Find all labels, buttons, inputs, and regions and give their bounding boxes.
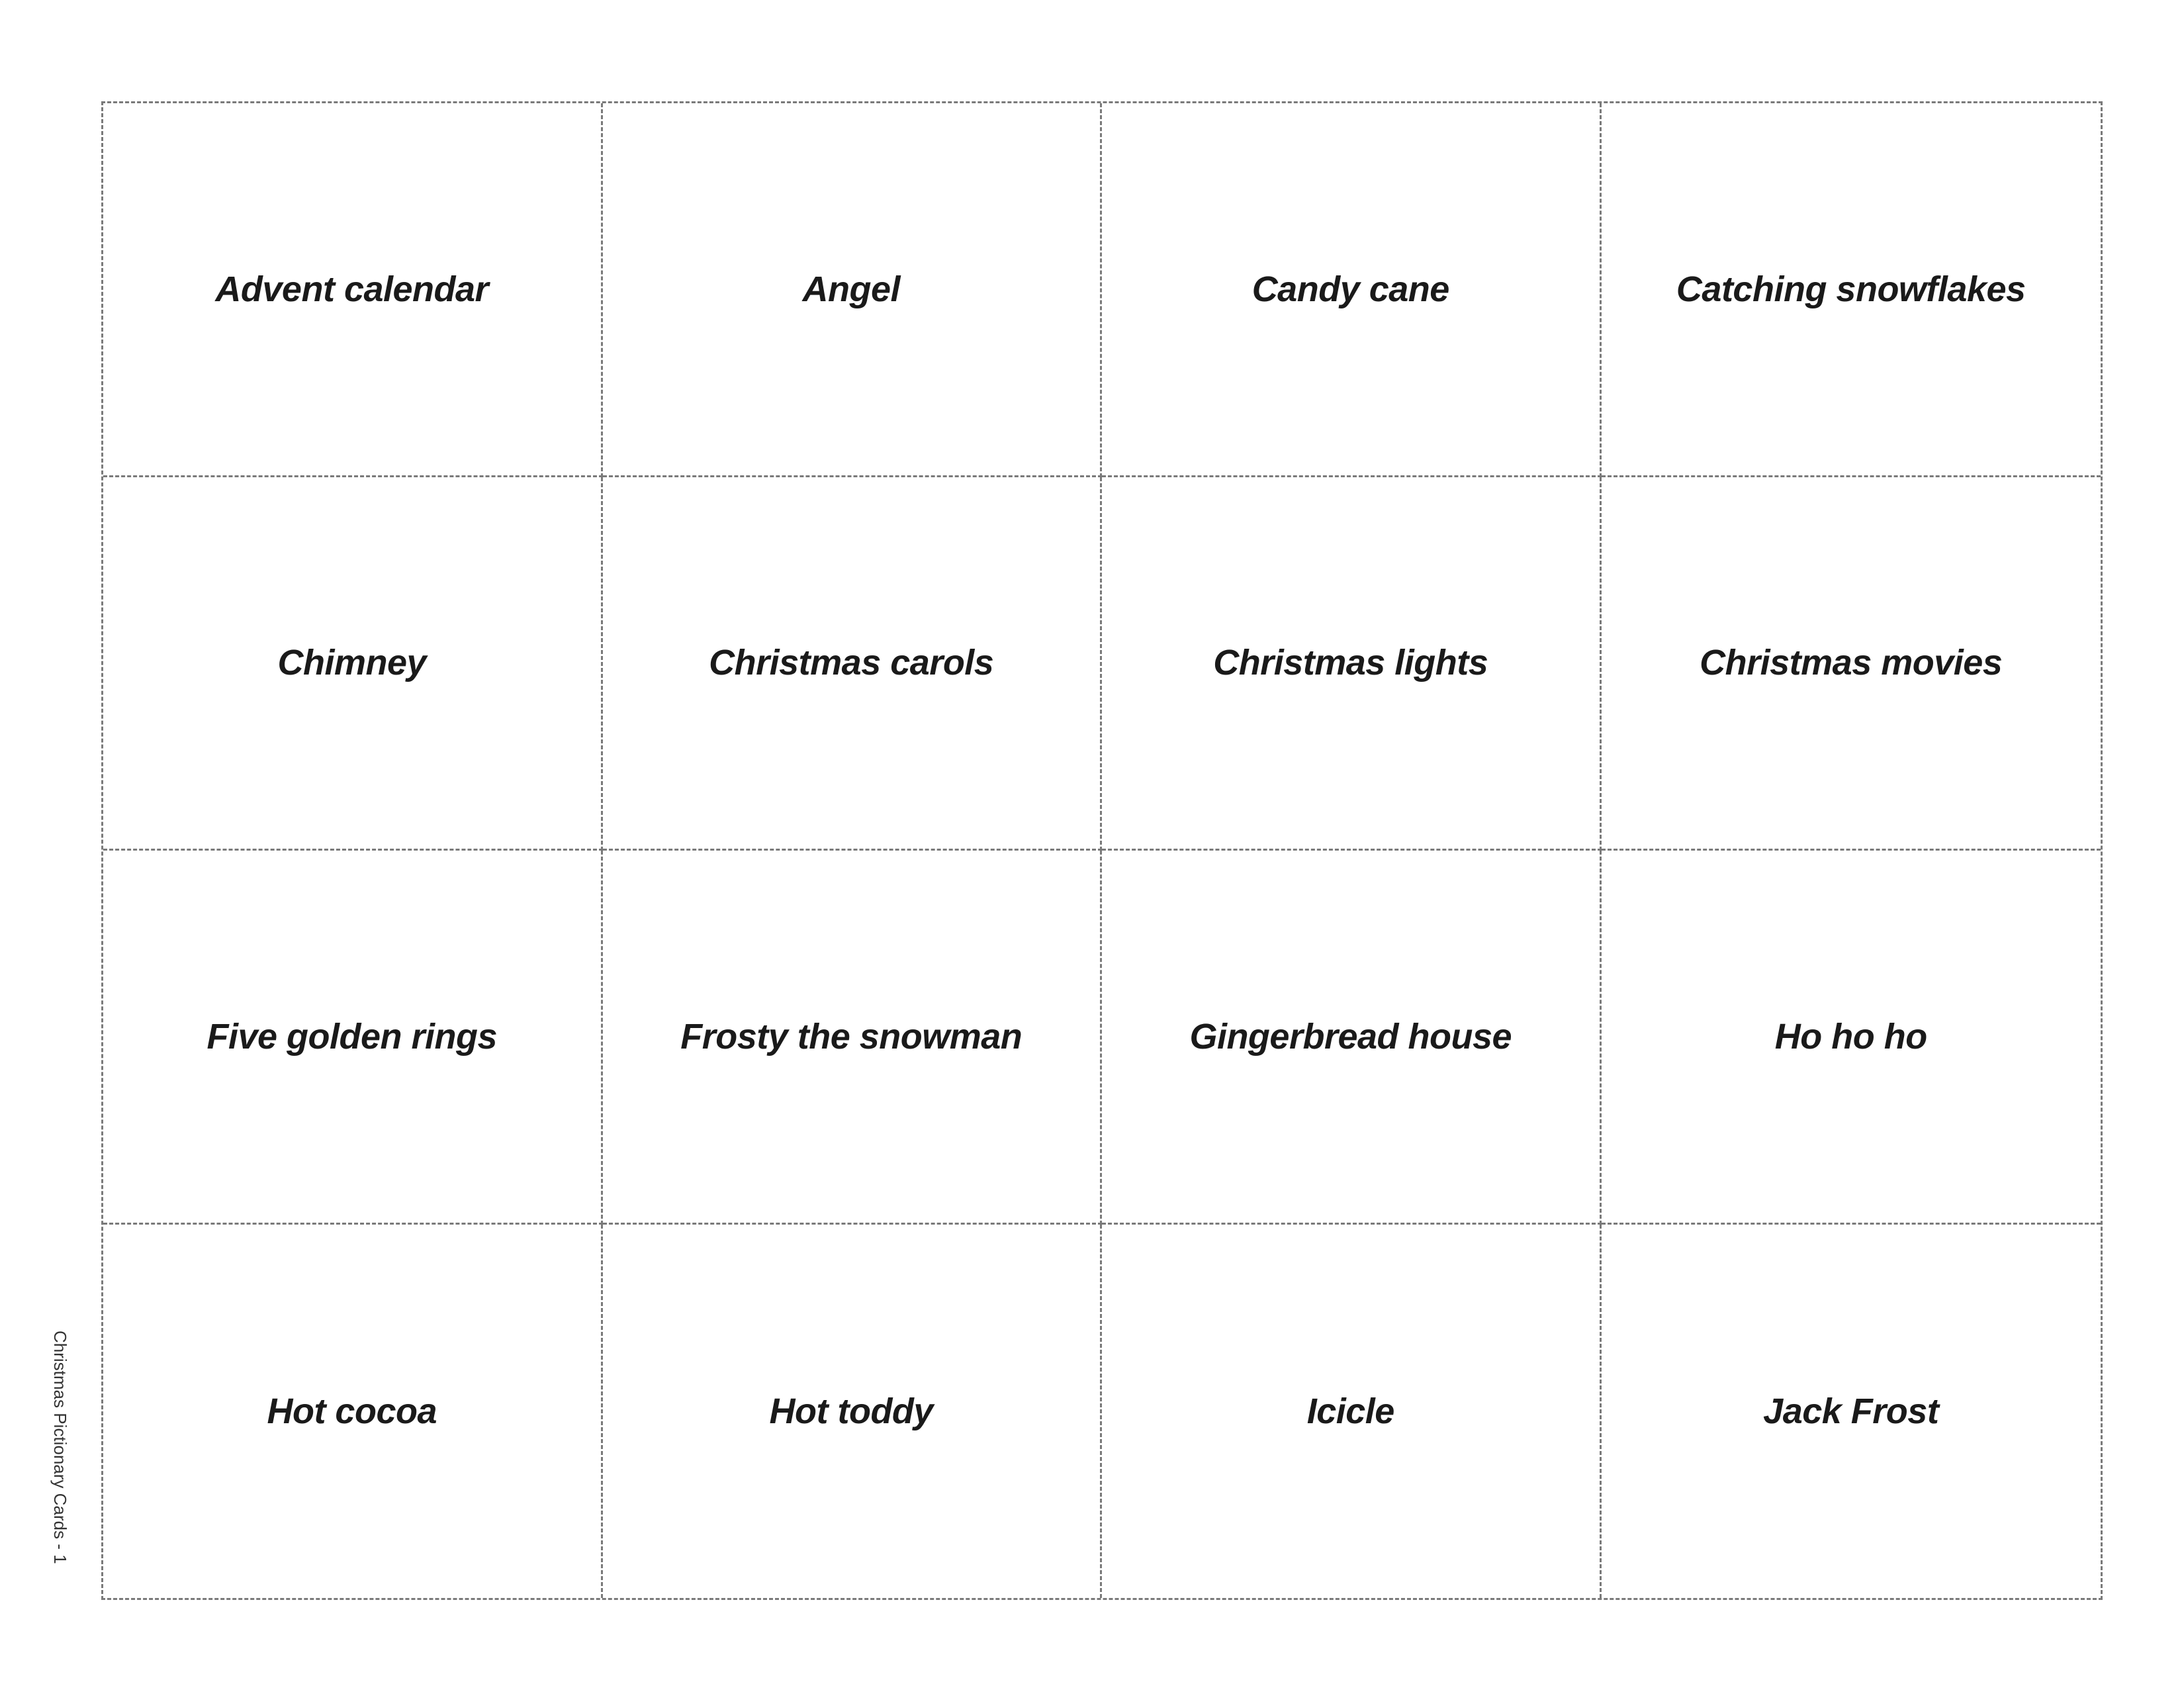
card: [103, 477, 603, 851]
card-word: Hot cocoa: [267, 1391, 437, 1431]
card: [103, 103, 603, 477]
card-word: Ho ho ho: [1774, 1016, 1927, 1056]
card-word: Jack Frost: [1763, 1391, 1939, 1431]
card: [1102, 477, 1602, 851]
card-word: Christmas lights: [1213, 643, 1488, 683]
card-word: Chimney: [277, 643, 427, 683]
card: [603, 1225, 1103, 1599]
card: [603, 851, 1103, 1225]
card-word: Gingerbread house: [1189, 1016, 1512, 1056]
card-grid: [101, 101, 2103, 1600]
card-word: Christmas carols: [709, 643, 994, 683]
card-word: Christmas movies: [1700, 643, 2003, 683]
sheet-footer-label: Christmas Pictionary Cards - 1: [50, 1331, 70, 1564]
card: [1602, 1225, 2101, 1599]
card: [1602, 851, 2101, 1225]
card-word: Hot toddy: [769, 1391, 933, 1431]
card: [103, 851, 603, 1225]
card: [1102, 1225, 1602, 1599]
card: [1602, 477, 2101, 851]
card-word: Five golden rings: [206, 1016, 498, 1056]
card: [1102, 103, 1602, 477]
card: [1102, 851, 1602, 1225]
card-word: Icicle: [1306, 1391, 1394, 1431]
card-word: Frosty the snowman: [680, 1016, 1023, 1056]
card: [603, 477, 1103, 851]
card: [103, 1225, 603, 1599]
card: [1602, 103, 2101, 477]
card-word: Catching snowflakes: [1676, 269, 2026, 309]
card-word: Advent calendar: [215, 269, 489, 309]
card-word: Candy cane: [1251, 269, 1449, 309]
card-word: Angel: [802, 269, 900, 309]
card: [603, 103, 1103, 477]
